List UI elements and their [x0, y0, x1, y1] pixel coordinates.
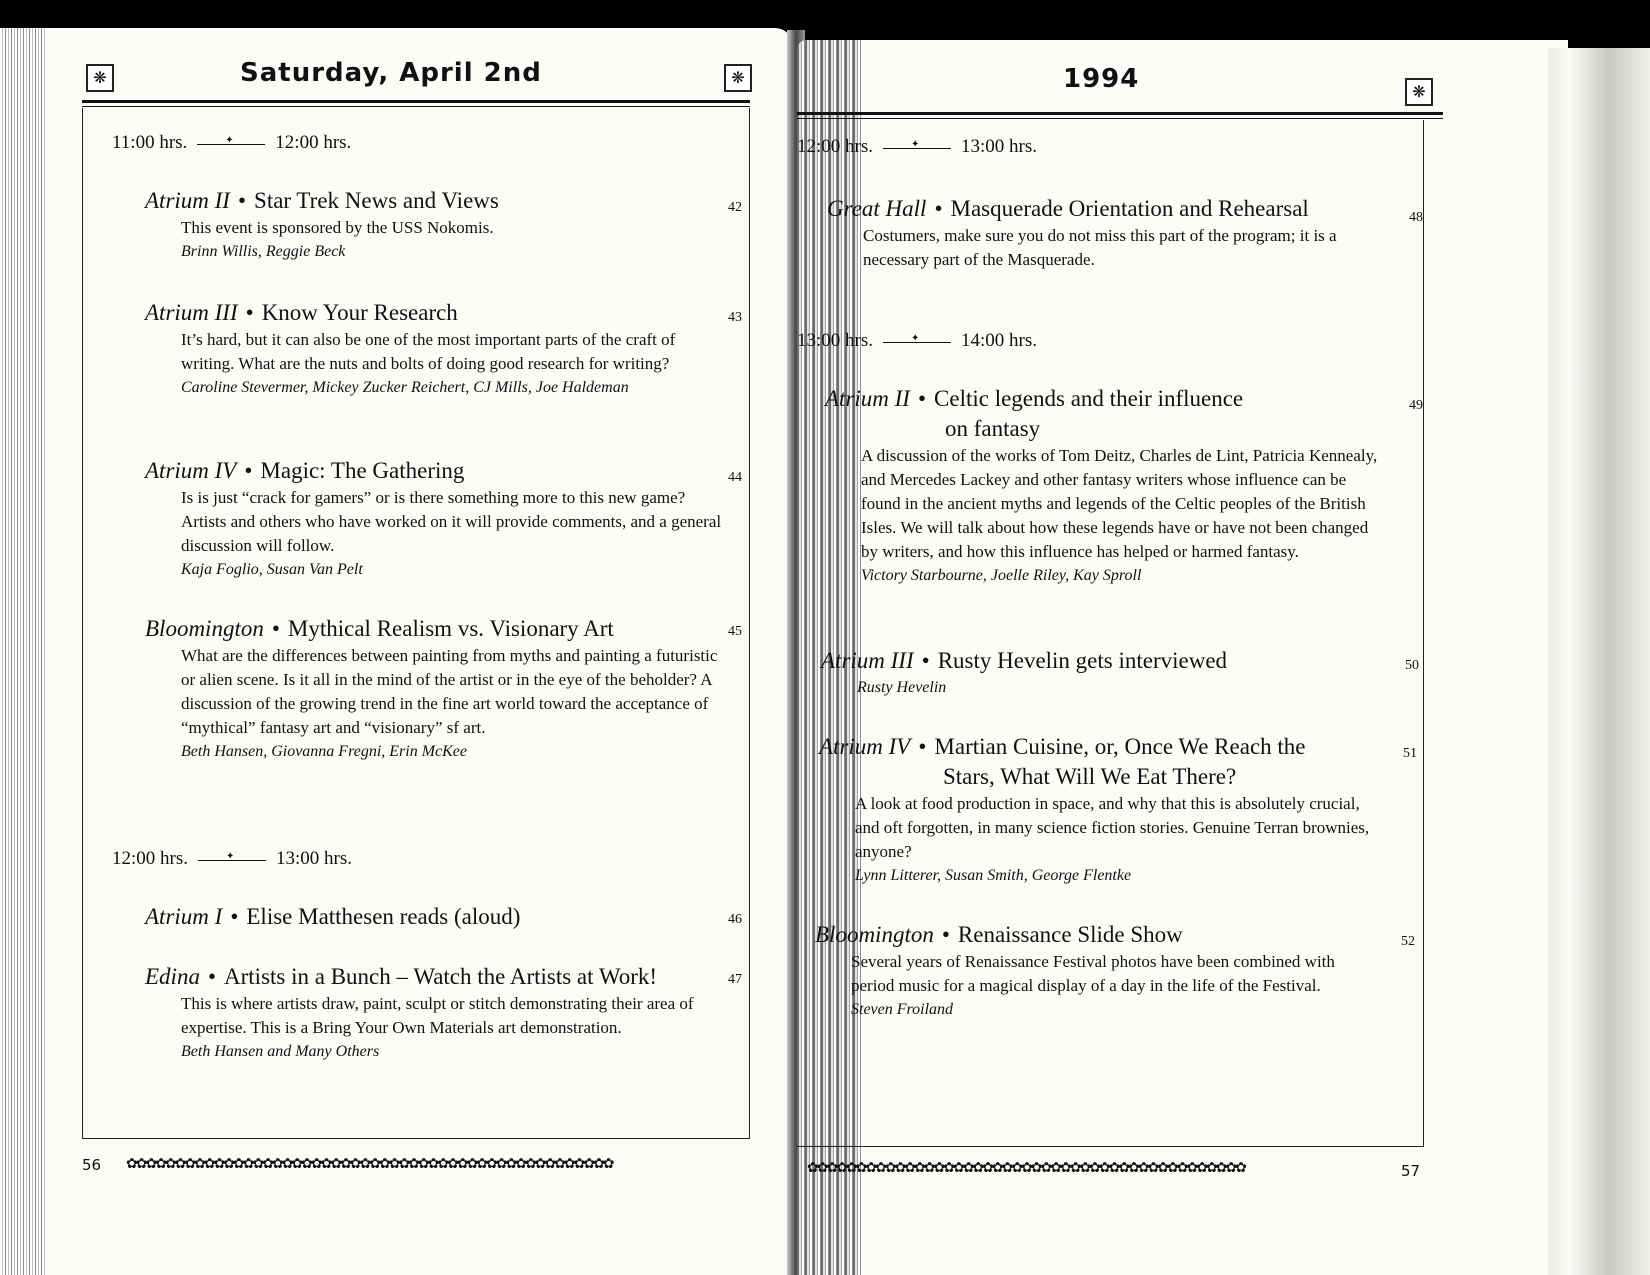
time-slot [112, 848, 352, 870]
slot-end: 14:00 hrs. [961, 330, 1037, 351]
page-number: 56 [82, 1156, 102, 1174]
event-title: Artists in a Bunch – Watch the Artists at Work! [224, 964, 658, 989]
event-title: Elise Matthesen reads (aloud) [246, 904, 521, 929]
event-title: Magic: The Gathering [260, 458, 465, 483]
event: Great Hall • Masquerade Orientation and Rehearsal Costumers, make sure you do not miss this part of the program; it is a necessary part of the Masquerade. [827, 194, 1387, 272]
page-edge-right [1548, 48, 1650, 1275]
event-number: 51 [1403, 746, 1417, 761]
slot-end: 13:00 hrs. [276, 848, 352, 869]
event-people: Beth Hansen, Giovanna Fregni, Erin McKee [181, 743, 468, 760]
event-title: Celtic legends and their influence [934, 386, 1244, 411]
event-room: Atrium I [145, 904, 223, 929]
event-people: Steven Froiland [851, 1001, 954, 1018]
event-title: Masquerade Orientation and Rehearsal [950, 196, 1309, 221]
event-people: Caroline Stevermer, Mickey Zucker Reichert, CJ Mills, Joe Haldeman [181, 379, 629, 396]
event-room: Atrium IV [819, 734, 911, 759]
slot-end: 13:00 hrs. [961, 136, 1037, 157]
event-title: Know Your Research [261, 300, 458, 325]
event-number: 52 [1401, 934, 1415, 949]
event-number: 49 [1409, 398, 1423, 413]
page-title: 1994 [1063, 64, 1140, 94]
event-room: Bloomington [145, 616, 264, 641]
time-slot [797, 330, 1037, 352]
event: Atrium IV • Martian Cuisine, or, Once We Reach the Stars, What Will We Eat There? A look at food production in space, and why that this is absolutely crucial, and oft forgotten, in many science fiction stories. Genuine Terran brownies, anyone? Lynn Litterer, Susan Smith, George Flentke [819, 732, 1379, 888]
event-room: Atrium III [821, 648, 914, 673]
event-title: Martian Cuisine, or, Once We Reach the [934, 734, 1306, 759]
event-number: 42 [728, 200, 742, 215]
chain-ornament: ✿✿✿✿✿✿✿✿✿✿✿✿✿✿✿✿✿✿✿✿✿✿✿✿✿✿✿✿✿✿✿✿✿✿✿✿✿✿✿✿✿✿✿✿✿✿✿✿✿✿ [126, 1157, 613, 1172]
time-slot [112, 132, 351, 154]
event-description: It’s hard, but it can also be one of the most important parts of the craft of writing. What are the nuts and bolts of doing good research for writing? [181, 330, 676, 373]
event-people: Victory Starbourne, Joelle Riley, Kay Sproll [861, 567, 1142, 584]
event-people: Brinn Willis, Reggie Beck [181, 243, 346, 260]
event-description: What are the differences between painting from myths and painting a futuristic or alien scene. Is it all in the mind of the artist or in the eye of the beholder? A discussion of the growing trend in the fine art world toward the acceptance of “mythical” fantasy art and “visionary” sf art. [181, 646, 718, 737]
event-people: Rusty Hevelin [857, 679, 947, 696]
event-description: This is where artists draw, paint, sculpt or stitch demonstrating their area of expertise. This is a Bring Your Own Materials art demonstration. [181, 994, 694, 1037]
event: Atrium II • Star Trek News and Views This event is sponsored by the USS Nokomis. Brinn Willis, Reggie Beck [145, 186, 725, 264]
event-title: Renaissance Slide Show [957, 922, 1183, 947]
event-room: Bloomington [815, 922, 934, 947]
slot-start: 13:00 hrs. [797, 330, 873, 351]
event-description: Several years of Renaissance Festival photos have been combined with period music for a magical display of a day in the life of the Festival. [851, 952, 1335, 995]
chain-ornament: ✿✿✿✿✿✿✿✿✿✿✿✿✿✿✿✿✿✿✿✿✿✿✿✿✿✿✿✿✿✿✿✿✿✿✿✿✿✿✿✿✿✿✿✿✿ [807, 1161, 1245, 1176]
left-page [0, 28, 793, 1275]
header-rule [82, 106, 750, 107]
event-description: A look at food production in space, and why that this is absolutely crucial, and oft forgotten, in many science fiction stories. Genuine Terran brownies, anyone? [855, 794, 1370, 861]
event-room: Atrium III [145, 300, 238, 325]
event-room: Great Hall [827, 196, 927, 221]
event-description: Is is just “crack for gamers” or is there something more to this new game? Artists and others who have worked on it will provide comments, and a general discussion will follow. [181, 488, 722, 555]
header-rule [797, 118, 1443, 119]
event-people: Kaja Foglio, Susan Van Pelt [181, 561, 363, 578]
event-number: 47 [728, 972, 742, 987]
event: Edina • Artists in a Bunch – Watch the Artists at Work! This is where artists draw, paint, sculpt or stitch demonstrating their area of expertise. This is a Bring Your Own Materials art demonstration. Beth Hansen and Many Others [145, 962, 725, 1064]
page-title: Saturday, April 2nd [240, 58, 542, 88]
slot-start: 12:00 hrs. [797, 136, 873, 157]
celtic-knot-emblem-icon: ❋ [724, 64, 752, 92]
event-title: Rusty Hevelin gets interviewed [937, 648, 1228, 673]
event-room: Atrium II [825, 386, 910, 411]
event-room: Atrium IV [145, 458, 237, 483]
event-title: Star Trek News and Views [254, 188, 499, 213]
event-people: Beth Hansen and Many Others [181, 1043, 380, 1060]
page-number: 57 [1401, 1162, 1421, 1180]
celtic-knot-emblem-icon: ❋ [86, 64, 114, 92]
event: Atrium II • Celtic legends and their influence on fantasy A discussion of the works of Tom Deitz, Charles de Lint, Patricia Kennealy, and Mercedes Lackey and other fantasy writers whose influence can be found in the ancient myths and legends of the Celtic peoples of the British Isles. We will talk about how these legends have or have not been changed by writers, and how this influence has helped or harmed fantasy. Victory Starbourne, Joelle Riley, Kay Sproll [825, 384, 1385, 588]
event-number: 45 [728, 624, 742, 639]
event-title-continued: on fantasy [945, 416, 1041, 441]
event: Atrium III • Rusty Hevelin gets interviewed Rusty Hevelin [821, 646, 1381, 700]
header-rule [797, 112, 1443, 115]
slot-start: 12:00 hrs. [112, 848, 188, 869]
arrow-divider-icon [197, 139, 265, 149]
slot-end: 12:00 hrs. [275, 132, 352, 153]
event-description: A discussion of the works of Tom Deitz, Charles de Lint, Patricia Kennealy, and Mercedes Lackey and other fantasy writers whose influence can be found in the ancient myths and legends of the Celtic peoples of the British Isles. We will talk about how these legends have or have not been changed by writers, and how this influence has helped or harmed fantasy. [861, 446, 1378, 561]
event-room: Atrium II [145, 188, 230, 213]
event-people: Lynn Litterer, Susan Smith, George Flentke [855, 867, 1132, 884]
page-edge [0, 28, 46, 1275]
event-number: 46 [728, 912, 742, 927]
event: Bloomington • Mythical Realism vs. Visionary Art What are the differences between painting from myths and painting a futuristic or alien scene. Is it all in the mind of the artist or in the eye of the beholder? A discussion of the growing trend in the fine art world toward the acceptance of “mythical” fantasy art and “visionary” sf art. Beth Hansen, Giovanna Fregni, Erin McKee [145, 614, 725, 764]
arrow-divider-icon [883, 337, 951, 347]
event: Atrium I • Elise Matthesen reads (aloud) [145, 904, 521, 929]
event: Atrium IV • Magic: The Gathering Is is just “crack for gamers” or is there something more to this new game? Artists and others who have worked on it will provide comments, and a general discussion will follow. Kaja Foglio, Susan Van Pelt [145, 456, 725, 582]
celtic-knot-emblem-icon: ❋ [1405, 78, 1433, 106]
arrow-divider-icon [883, 143, 951, 153]
event-title-continued: Stars, What Will We Eat There? [943, 764, 1237, 789]
event-description: This event is sponsored by the USS Nokomis. [181, 218, 494, 237]
right-page [797, 40, 1568, 1275]
event-number: 43 [728, 310, 742, 325]
event-room: Edina [145, 964, 200, 989]
event: Atrium III • Know Your Research It’s hard, but it can also be one of the most important parts of the craft of writing. What are the nuts and bolts of doing good research for writing? Caroline Stevermer, Mickey Zucker Reichert, CJ Mills, Joe Haldeman [145, 298, 725, 400]
event-number: 48 [1409, 210, 1423, 225]
event: Bloomington • Renaissance Slide Show Several years of Renaissance Festival photos have been combined with period music for a magical display of a day in the life of the Festival. Steven Froiland [815, 920, 1375, 1022]
slot-start: 11:00 hrs. [112, 132, 188, 153]
header-rule [82, 100, 750, 103]
arrow-divider-icon [198, 855, 266, 865]
event-number: 50 [1405, 658, 1419, 673]
event-title: Mythical Realism vs. Visionary Art [287, 616, 614, 641]
event-number: 44 [728, 470, 742, 485]
time-slot [797, 136, 1037, 158]
event-description: Costumers, make sure you do not miss this part of the program; it is a necessary part of the Masquerade. [863, 226, 1337, 269]
